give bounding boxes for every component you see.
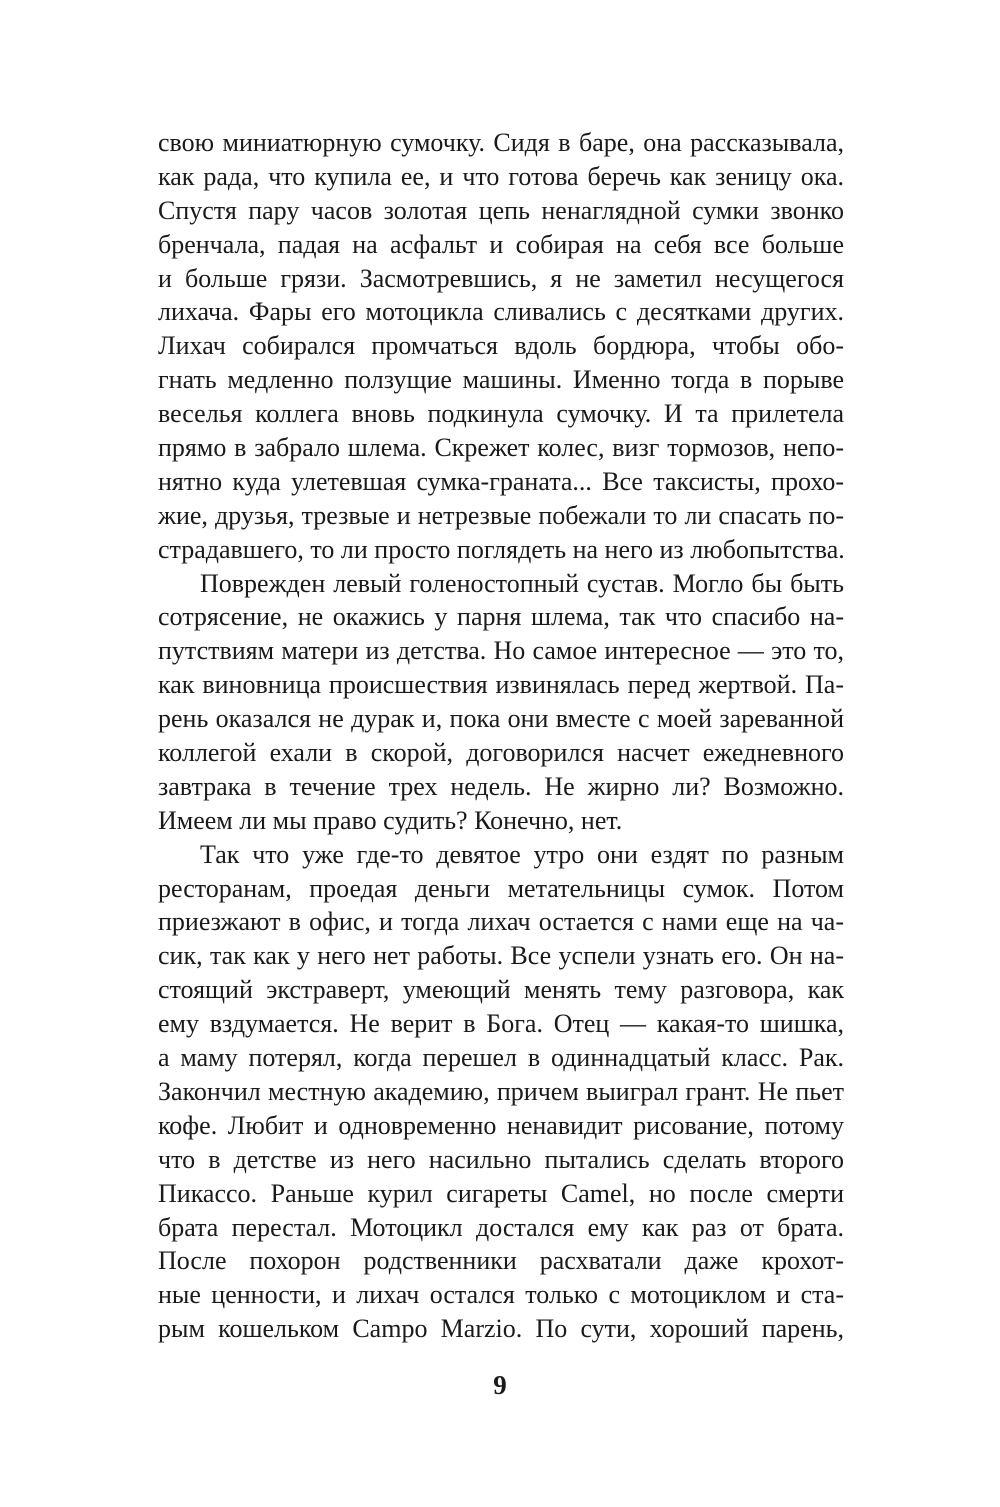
text-line: как виновница происшествия извинялась перед жертвой. Па- <box>158 670 844 700</box>
text-line: путствиям матери из детства. Но самое интересное — это то, <box>158 636 844 666</box>
text-line: коллегой ехали в скорой, договорился насчет ежедневного <box>158 738 844 768</box>
text-line: Закончил местную академию, причем выиграл грант. Не пьет <box>158 1076 844 1106</box>
text-line: рым кошельком Campo Marzio. По сути, хороший парень, <box>158 1314 844 1344</box>
paragraph <box>158 126 844 567</box>
text-line: ресторанам, проедая деньги метательницы сумок. Потом <box>158 873 844 903</box>
page-number: 9 <box>493 1370 507 1400</box>
paragraph <box>158 567 844 838</box>
text-line: нятно куда улетевшая сумка-граната... Все таксисты, прохо- <box>158 466 844 496</box>
text-line: а маму потерял, когда перешел в одиннадцатый класс. Рак. <box>158 1043 844 1073</box>
text-line: свою миниатюрную сумочку. Сидя в баре, она рассказывала, <box>158 128 844 157</box>
body-text <box>158 126 844 1346</box>
text-line: веселья коллега вновь подкинула сумочку. И та прилетела <box>158 399 844 429</box>
text-line: завтрака в течение трех недель. Не жирно ли? Возможно. <box>158 771 844 801</box>
text-line: стоящий экстраверт, умеющий менять тему разговора, как <box>158 975 844 1005</box>
paragraph <box>158 838 844 1346</box>
text-line: и больше грязи. Засмотревшись, я не заметил несущегося <box>158 263 844 293</box>
text-line: прямо в забрало шлема. Скрежет колес, визг тормозов, непо- <box>158 433 844 463</box>
text-line: приезжают в офис, и тогда лихач остается с нами еще на ча- <box>158 907 844 937</box>
text-line: как рада, что купила ее, и что готова беречь как зеницу ока. <box>158 161 844 191</box>
text-line: ему вздумается. Не верит в Бога. Отец — какая-то шишка, <box>158 1009 844 1039</box>
text-line: Спустя пару часов золотая цепь ненаглядной сумки звонко <box>158 195 844 225</box>
text-line: рень оказался не дурак и, пока они вместе с моей зареванной <box>158 704 844 734</box>
text-line: лихача. Фары его мотоцикла сливались с десятками других. <box>158 297 844 327</box>
text-line: сотрясение, не окажись у парня шлема, так что спасибо на- <box>158 602 844 632</box>
text-line: Поврежден левый голеностопный сустав. Могло бы быть <box>200 568 844 598</box>
text-line: Лихач собирался промчаться вдоль бордюра, чтобы обо- <box>158 331 844 361</box>
text-line: гнать медленно ползущие машины. Именно тогда в порыве <box>158 365 844 395</box>
text-line: После похорон родственники расхватали даже крохот- <box>158 1246 844 1276</box>
text-line: ные ценности, и лихач остался только с мотоциклом и ста- <box>158 1280 844 1310</box>
text-line: Имеем ли мы право судить? Конечно, нет. <box>158 805 623 835</box>
text-line: Пикассо. Раньше курил сигареты Camel, но после смерти <box>158 1178 844 1208</box>
text-line: жие, друзья, трезвые и нетрезвые побежали то ли спасать по- <box>158 500 844 530</box>
text-line: сик, так как у него нет работы. Все успели узнать его. Он на- <box>158 941 844 971</box>
text-line: бренчала, падая на асфальт и собирая на себя все больше <box>158 229 844 259</box>
text-line: Так что уже где-то девятое утро они ездят по разным <box>200 839 844 869</box>
text-line: брата перестал. Мотоцикл достался ему как раз от брата. <box>158 1212 844 1242</box>
text-line: страдавшего, то ли просто поглядеть на него из любопытства. <box>158 534 845 564</box>
text-line: кофе. Любит и одновременно ненавидит рисование, потому <box>158 1110 844 1140</box>
text-line: что в детстве из него насильно пытались сделать второго <box>158 1144 844 1174</box>
